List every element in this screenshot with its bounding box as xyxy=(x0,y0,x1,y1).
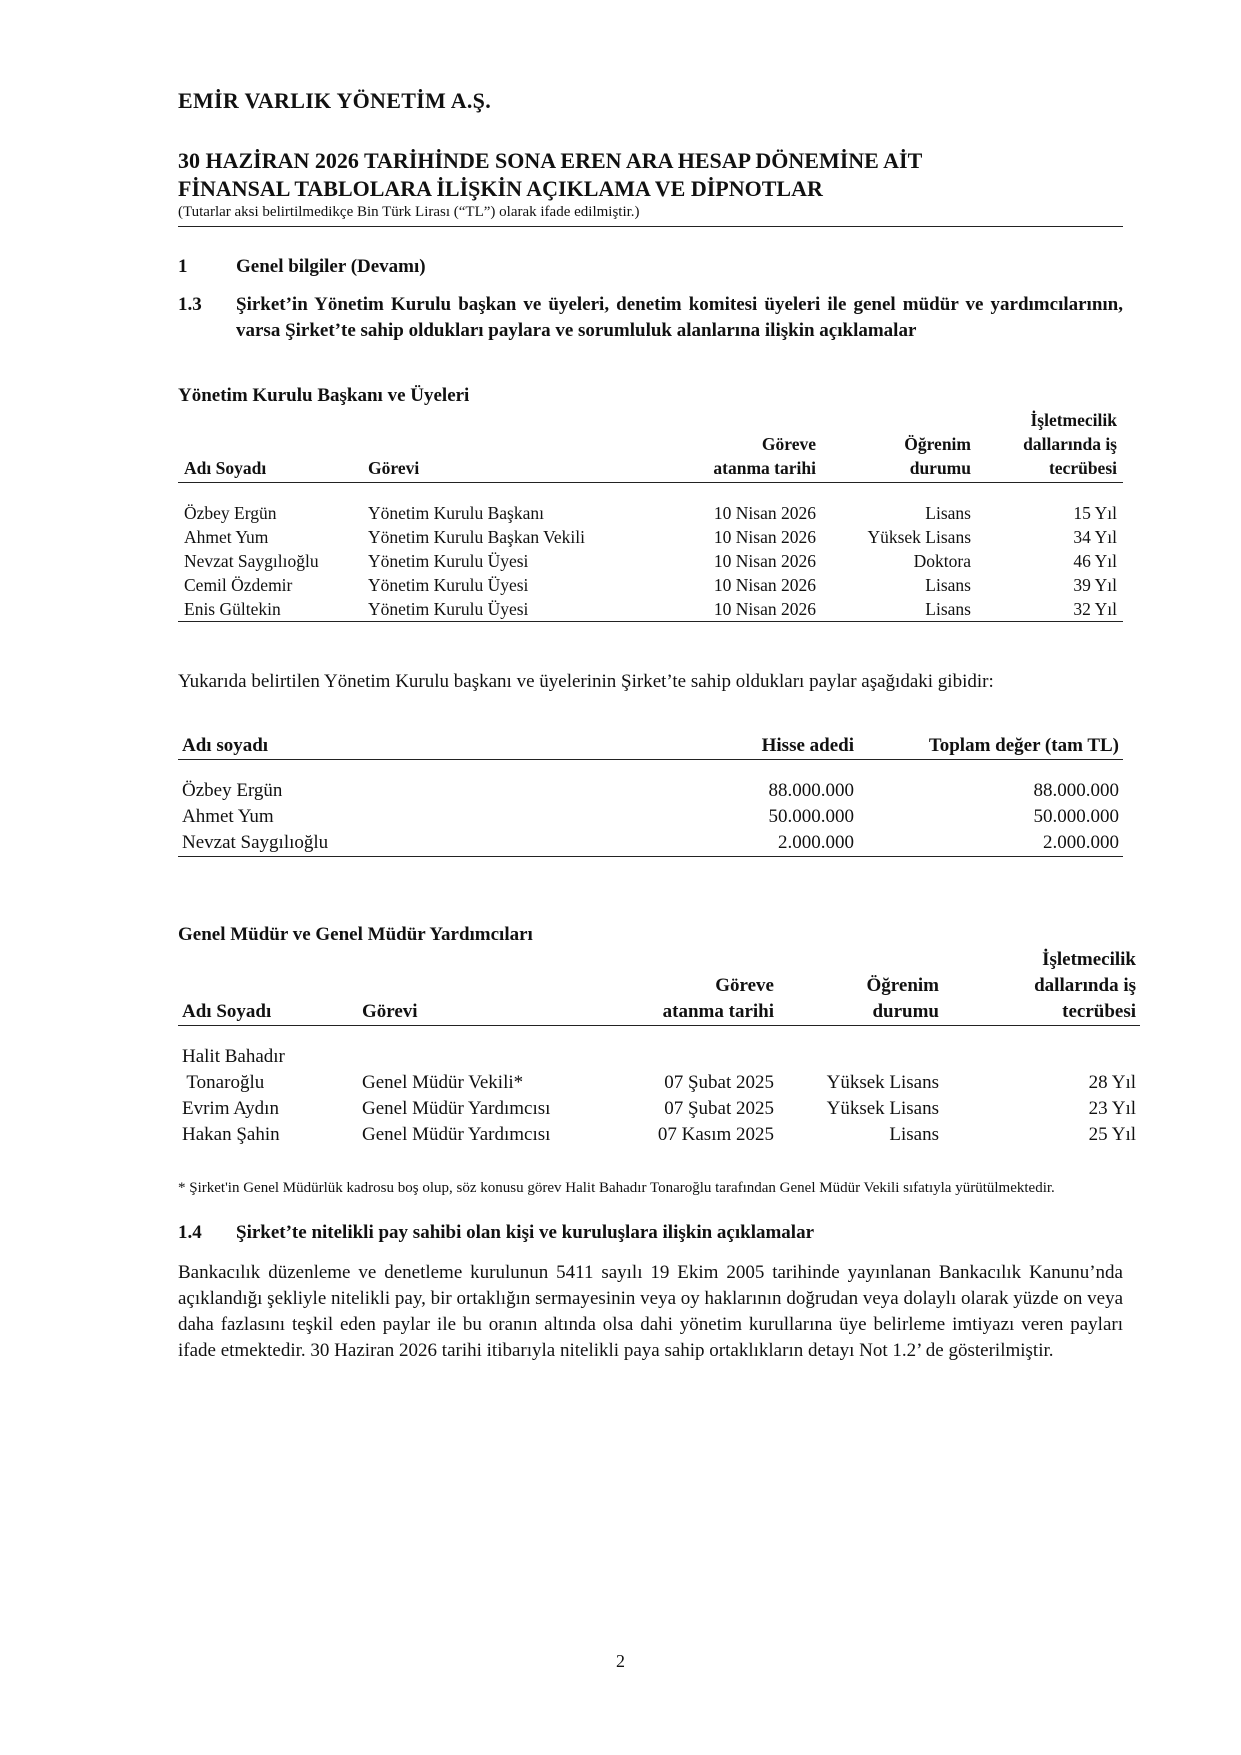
col-edu-header: Öğrenim durumu xyxy=(822,408,977,483)
shares-col-name: Adı soyadı xyxy=(178,733,738,760)
company-name: EMİR VARLIK YÖNETİM A.Ş. xyxy=(178,88,492,113)
section-1-3-title: Şirket’in Yönetim Kurulu başkan ve üyeleri, denetim komitesi üyeleri ile genel müdür ve yardımcılarının, varsa Şirket’te sahip oldukları paylara ve sorumluluk alanlarına ilişkin açıklamalar xyxy=(236,294,1123,341)
table-row: Halit Bahadır xyxy=(182,1046,285,1067)
section-1-4-title: Şirket’te nitelikli pay sahibi olan kişi ve kuruluşlara ilişkin açıklamalar xyxy=(236,1222,815,1243)
shares-table-header xyxy=(178,733,1123,760)
section-1-3-number: 1.3 xyxy=(178,294,202,315)
section-1-4-body: Bankacılık düzenleme ve denetleme kurulunun 5411 sayılı 19 Ekim 2005 tarihinde yayınlanan Bankacılık Kanunu’nda açıklandığı şekliyle nitelikli pay, bir ortaklığın sermayesinin veya oy haklarının doğrudan veya dolaylı olarak yüzde on veya daha fazlasını teşkil eden paylar ile bu oranın altında olsa dahi yönetim kurullarına üye belirleme imtiyazı veren payları ifade etmektedir. 30 Haziran 2026 tarihi itibarıyla nitelikli paya sahip ortaklıkların detayı Not 1.2’ de gösterilmiştir. xyxy=(178,1262,1123,1361)
shares-col-value: Toplam değer (tam TL) xyxy=(858,733,1123,760)
col-exp-header: İşletmecilik dallarında iş tecrübesi xyxy=(977,408,1123,483)
section-1-title: Genel bilgiler (Devamı) xyxy=(236,256,426,277)
gm-footnote: * Şirket'in Genel Müdürlük kadrosu boş olup, söz konusu görev Halit Bahadır Tonaroğlu tarafından Genel Müdür Vekili sıfatıyla yürütülmektedir. xyxy=(178,1180,1055,1196)
header-rule xyxy=(178,226,1123,227)
table-row: Evrim Aydın Genel Müdür Yardımcısı 07 Şubat 2025 Yüksek Lisans 23 Yıl xyxy=(182,1098,1136,1119)
gm-table-header xyxy=(178,947,1140,1026)
section-1-number: 1 xyxy=(178,256,188,277)
shares-table xyxy=(178,733,1123,857)
table-row: Cemil Özdemir Yönetim Kurulu Üyesi 10 Nisan 2026 Lisans 39 Yıl xyxy=(184,575,1117,595)
page-number: 2 xyxy=(616,1651,625,1671)
table-row: Ahmet Yum Yönetim Kurulu Başkan Vekili 10 Nisan 2026 Yüksek Lisans 34 Yıl xyxy=(184,527,1117,547)
report-subtitle: (Tutarlar aksi belirtilmedikçe Bin Türk Lirası (“TL”) olarak ifade edilmiştir.) xyxy=(178,204,640,220)
table-row: Özbey Ergün Yönetim Kurulu Başkanı 10 Nisan 2026 Lisans 15 Yıl xyxy=(184,503,1117,523)
shares-col-count: Hisse adedi xyxy=(738,733,858,760)
col-date-header: Göreve atanma tarihi xyxy=(662,408,822,483)
table-row: Tonaroğlu Genel Müdür Vekili* 07 Şubat 2025 Yüksek Lisans 28 Yıl xyxy=(182,1072,1136,1093)
table-row: Nevzat Saygılıoğlu 2.000.000 2.000.000 xyxy=(178,830,1123,857)
board-table-header xyxy=(178,408,1123,483)
gm-col-exp: İşletmecilik dallarında iş tecrübesi xyxy=(943,947,1140,1026)
table-row: Nevzat Saygılıoğlu Yönetim Kurulu Üyesi 10 Nisan 2026 Doktora 46 Yıl xyxy=(184,551,1117,571)
gm-table xyxy=(178,947,1140,1148)
report-title-line1: 30 HAZİRAN 2026 TARİHİNDE SONA EREN ARA HESAP DÖNEMİNE AİT xyxy=(178,148,923,173)
gm-col-date: Göreve atanma tarihi xyxy=(628,947,778,1026)
gm-col-name: Adı Soyadı xyxy=(178,947,358,1026)
gm-col-edu: Öğrenim durumu xyxy=(778,947,943,1026)
board-heading: Yönetim Kurulu Başkanı ve Üyeleri xyxy=(178,385,470,406)
table-row: Enis Gültekin Yönetim Kurulu Üyesi 10 Nisan 2026 Lisans 32 Yıl xyxy=(178,597,1123,622)
col-role-header: Görevi xyxy=(362,408,662,483)
col-name-header: Adı Soyadı xyxy=(178,408,362,483)
shares-intro: Yukarıda belirtilen Yönetim Kurulu başkanı ve üyelerinin Şirket’te sahip oldukları paylar aşağıdaki gibidir: xyxy=(178,671,994,692)
gm-col-role: Görevi xyxy=(358,947,628,1026)
board-table xyxy=(178,408,1123,622)
report-title-line2: FİNANSAL TABLOLARA İLİŞKİN AÇIKLAMA VE DİPNOTLAR xyxy=(178,176,823,201)
table-row: Özbey Ergün 88.000.000 88.000.000 xyxy=(182,780,1119,801)
table-row: Ahmet Yum 50.000.000 50.000.000 xyxy=(182,806,1119,827)
table-row: Hakan Şahin Genel Müdür Yardımcısı 07 Kasım 2025 Lisans 25 Yıl xyxy=(182,1124,1136,1145)
gm-heading: Genel Müdür ve Genel Müdür Yardımcıları xyxy=(178,924,533,945)
section-1-4-number: 1.4 xyxy=(178,1222,202,1243)
